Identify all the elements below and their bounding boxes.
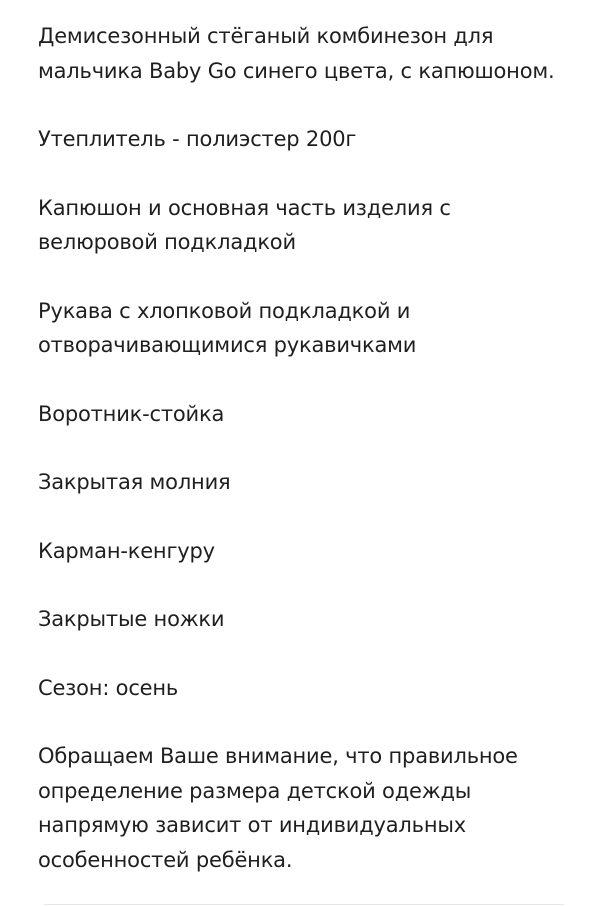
description-pocket: Карман-кенгуру (38, 538, 215, 563)
description-zipper: Закрытая молния (38, 470, 231, 494)
description-season: Сезон: осень (38, 675, 179, 700)
description-insulation: Утеплитель - полиэстер 200г (38, 127, 357, 151)
product-description (38, 19, 578, 877)
description-size-note: Обращаем Ваше внимание, что правильное определение размера детской одежды напрямую зависит от индивидуальных особенностей ребёнка. (38, 744, 518, 872)
description-feet: Закрытые ножки (38, 607, 225, 631)
description-intro: Демисезонный стёганый комбинезон для мальчика Baby Go синего цвета, с капюшоном. (38, 24, 555, 83)
bottom-divider (44, 904, 564, 905)
description-collar: Воротник-стойка (38, 401, 225, 426)
description-lining: Капюшон и основная часть изделия с велюровой подкладкой (38, 195, 451, 254)
description-sleeves: Рукава с хлопковой подкладкой и отворачивающимися рукавичками (38, 298, 417, 357)
